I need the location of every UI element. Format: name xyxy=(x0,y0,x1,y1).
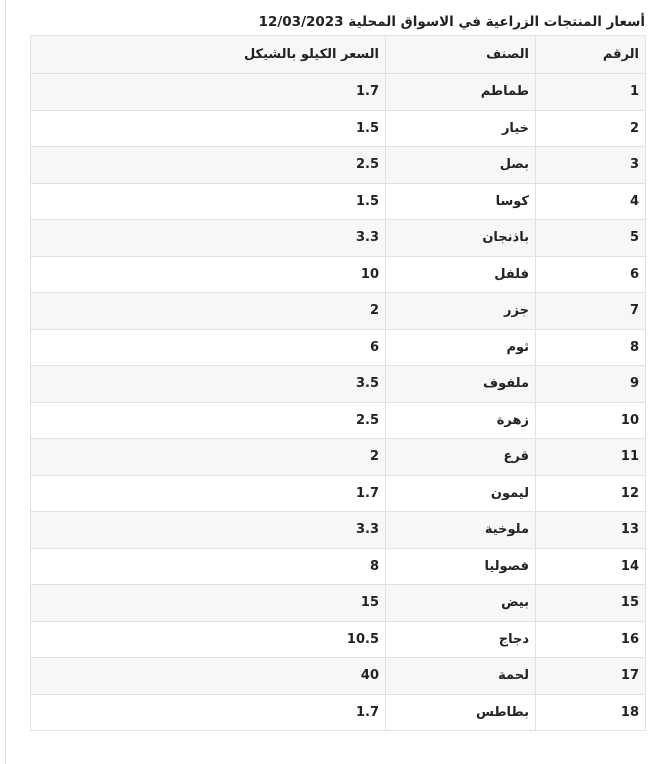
header-number: الرقم xyxy=(536,36,646,74)
table-row xyxy=(31,475,646,512)
row-number: 11 xyxy=(536,439,646,476)
table-row xyxy=(31,694,646,731)
row-price: 3.5 xyxy=(31,366,386,403)
table-row xyxy=(31,293,646,330)
row-item-name: خيار xyxy=(386,110,536,147)
row-price: 1.5 xyxy=(31,110,386,147)
page-edge-divider xyxy=(5,0,6,764)
row-item-name: بطاطس xyxy=(386,694,536,731)
row-price: 3.3 xyxy=(31,220,386,257)
table-row xyxy=(31,658,646,695)
row-item-name: زهرة xyxy=(386,402,536,439)
row-price: 10.5 xyxy=(31,621,386,658)
header-price: السعر الكيلو بالشيكل xyxy=(31,36,386,74)
table-row xyxy=(31,621,646,658)
row-number: 1 xyxy=(536,74,646,111)
row-item-name: ثوم xyxy=(386,329,536,366)
row-price: 15 xyxy=(31,585,386,622)
table-header-row xyxy=(31,36,646,74)
table-row xyxy=(31,183,646,220)
row-price: 2.5 xyxy=(31,147,386,184)
row-price: 1.7 xyxy=(31,694,386,731)
row-number: 5 xyxy=(536,220,646,257)
row-number: 9 xyxy=(536,366,646,403)
row-number: 16 xyxy=(536,621,646,658)
row-price: 2 xyxy=(31,293,386,330)
row-item-name: دجاج xyxy=(386,621,536,658)
row-number: 18 xyxy=(536,694,646,731)
row-number: 13 xyxy=(536,512,646,549)
row-item-name: كوسا xyxy=(386,183,536,220)
table-row xyxy=(31,74,646,111)
row-number: 7 xyxy=(536,293,646,330)
table-row xyxy=(31,366,646,403)
table-row xyxy=(31,402,646,439)
row-price: 1.7 xyxy=(31,475,386,512)
row-number: 6 xyxy=(536,256,646,293)
row-price: 3.3 xyxy=(31,512,386,549)
table-row xyxy=(31,220,646,257)
row-item-name: طماطم xyxy=(386,74,536,111)
row-number: 8 xyxy=(536,329,646,366)
row-number: 15 xyxy=(536,585,646,622)
row-number: 4 xyxy=(536,183,646,220)
row-item-name: بيض xyxy=(386,585,536,622)
table-body xyxy=(31,74,646,731)
row-price: 40 xyxy=(31,658,386,695)
table-row xyxy=(31,548,646,585)
row-item-name: فصوليا xyxy=(386,548,536,585)
row-price: 6 xyxy=(31,329,386,366)
row-item-name: باذنجان xyxy=(386,220,536,257)
table-caption: أسعار المنتجات الزراعية في الاسواق المحلية 12/03/2023 xyxy=(258,14,645,30)
row-price: 10 xyxy=(31,256,386,293)
row-price: 1.5 xyxy=(31,183,386,220)
row-number: 10 xyxy=(536,402,646,439)
row-item-name: جزر xyxy=(386,293,536,330)
row-price: 8 xyxy=(31,548,386,585)
row-item-name: لحمة xyxy=(386,658,536,695)
row-item-name: ملفوف xyxy=(386,366,536,403)
row-price: 2 xyxy=(31,439,386,476)
row-number: 3 xyxy=(536,147,646,184)
row-item-name: بصل xyxy=(386,147,536,184)
table-row xyxy=(31,110,646,147)
row-item-name: فلفل xyxy=(386,256,536,293)
table-row xyxy=(31,512,646,549)
row-item-name: ملوخية xyxy=(386,512,536,549)
table-row xyxy=(31,329,646,366)
table-row xyxy=(31,439,646,476)
price-table xyxy=(30,35,646,731)
row-number: 2 xyxy=(536,110,646,147)
row-number: 17 xyxy=(536,658,646,695)
row-number: 12 xyxy=(536,475,646,512)
row-price: 2.5 xyxy=(31,402,386,439)
table-row xyxy=(31,256,646,293)
row-item-name: ليمون xyxy=(386,475,536,512)
row-number: 14 xyxy=(536,548,646,585)
table-row xyxy=(31,585,646,622)
row-price: 1.7 xyxy=(31,74,386,111)
header-item: الصنف xyxy=(386,36,536,74)
table-row xyxy=(31,147,646,184)
row-item-name: قرع xyxy=(386,439,536,476)
